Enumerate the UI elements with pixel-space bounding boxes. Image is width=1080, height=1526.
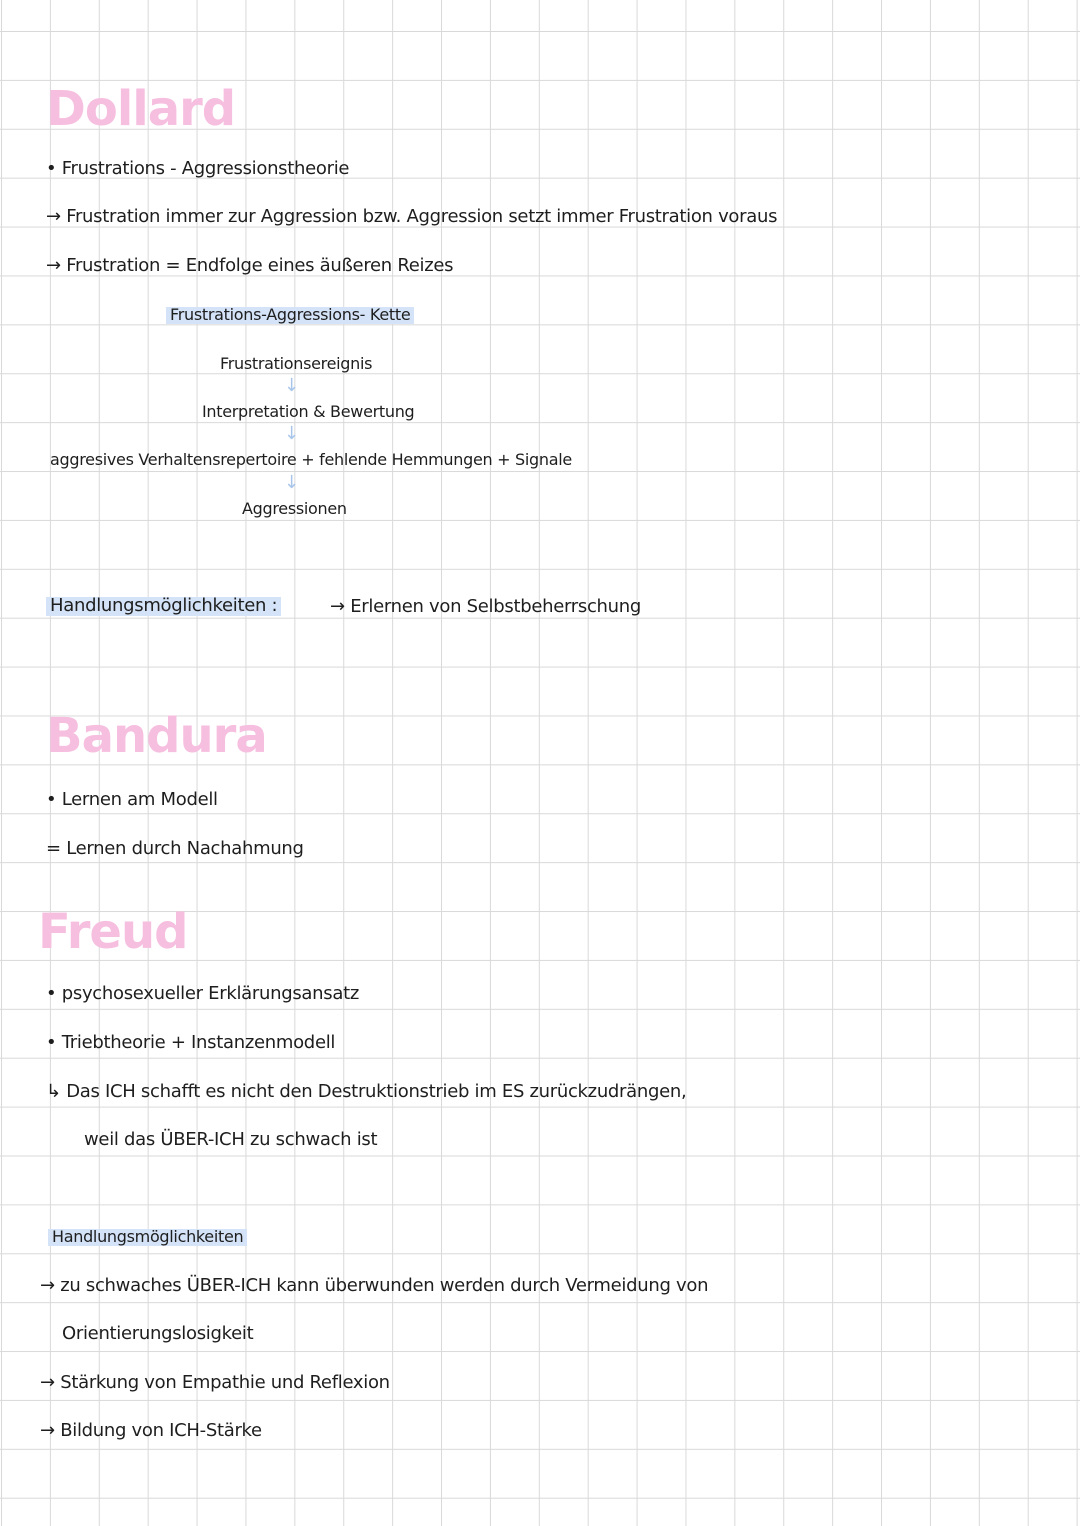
arrow-down-icon: ↓: [284, 423, 300, 444]
dollard-options-label: Handlungsmöglichkeiten :: [46, 597, 281, 616]
arrow-down-icon: ↓: [284, 472, 300, 493]
dollard-definition-line: → Frustration = Endfolge eines äußeren Reizes: [46, 255, 454, 276]
freud-approach-line: • psychosexueller Erklärungsansatz: [46, 983, 359, 1004]
freud-theory-line: • Triebtheorie + Instanzenmodell: [46, 1032, 336, 1053]
dollard-options-text: → Erlernen von Selbstbeherrschung: [330, 596, 641, 617]
freud-option-3: → Bildung von ICH-Stärke: [40, 1420, 262, 1441]
bandura-model-line: • Lernen am Modell: [46, 789, 218, 810]
freud-option-1-cont: Orientierungslosigkeit: [62, 1323, 254, 1344]
heading-freud: Freud: [38, 904, 188, 960]
chain-step-aggression: Aggressionen: [242, 499, 347, 518]
arrow-down-icon: ↓: [284, 375, 300, 396]
heading-bandura: Bandura: [46, 708, 267, 764]
dollard-theory-line: • Frustrations - Aggressionstheorie: [46, 158, 350, 179]
chain-step-interpretation: Interpretation & Bewertung: [202, 402, 415, 421]
heading-dollard: Dollard: [46, 81, 236, 137]
chain-title: Frustrations-Aggressions- Kette: [166, 307, 414, 324]
freud-ueber-ich-line: weil das ÜBER-ICH zu schwach ist: [84, 1129, 378, 1150]
freud-option-2: → Stärkung von Empathie und Reflexion: [40, 1372, 390, 1393]
freud-ich-line: ↳ Das ICH schafft es nicht den Destruktionstrieb im ES zurückzudrängen,: [46, 1081, 687, 1102]
freud-option-1: → zu schwaches ÜBER-ICH kann überwunden werden durch Vermeidung von: [40, 1275, 709, 1296]
dollard-frustration-line: → Frustration immer zur Aggression bzw. Aggression setzt immer Frustration voraus: [46, 206, 778, 227]
bandura-imitation-line: = Lernen durch Nachahmung: [46, 838, 304, 859]
freud-options-label: Handlungsmöglichkeiten: [48, 1229, 247, 1246]
chain-step-behaviour: aggresives Verhaltensrepertoire + fehlende Hemmungen + Signale: [50, 450, 572, 469]
chain-step-frustration-event: Frustrationsereignis: [220, 354, 373, 373]
